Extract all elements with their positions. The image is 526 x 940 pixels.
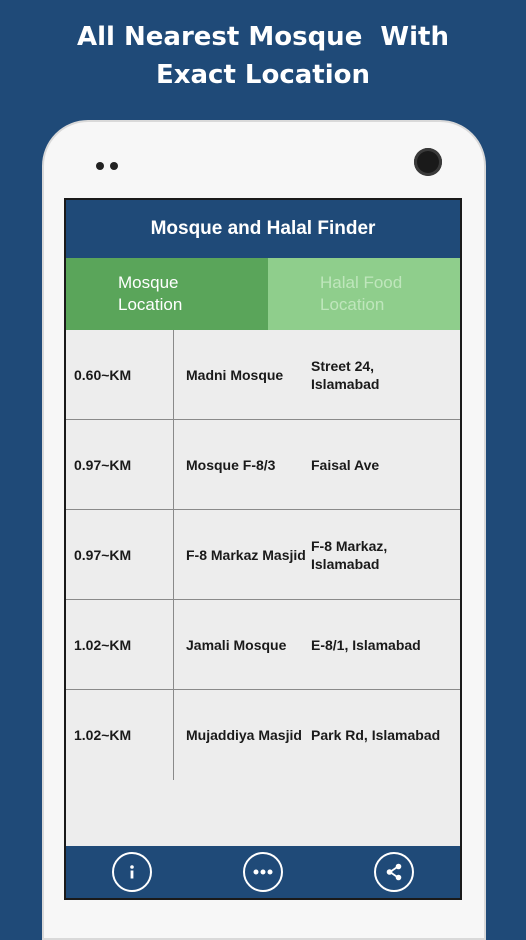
speaker-dot: [96, 162, 104, 170]
mosque-name-cell: Mosque F-8/3: [186, 456, 276, 473]
promo-title: All Nearest Mosque With Exact Location: [77, 22, 449, 90]
mosque-name-cell: Jamali Mosque: [186, 636, 287, 653]
table-row[interactable]: [66, 420, 460, 510]
address-cell: F-8 Markaz, Islamabad: [311, 537, 388, 572]
phone-camera: [414, 148, 442, 176]
share-icon: [384, 862, 404, 882]
table-row[interactable]: [66, 690, 460, 780]
more-icon: [252, 867, 274, 877]
info-icon: [122, 862, 142, 882]
table-row[interactable]: [66, 330, 460, 420]
mosque-name-cell: Mujaddiya Masjid: [186, 727, 302, 743]
tab-bar: [66, 258, 460, 330]
tab-halal-food-location[interactable]: [268, 258, 460, 330]
share-button[interactable]: [374, 852, 414, 892]
address-cell: E-8/1, Islamabad: [311, 636, 421, 653]
app-title: Mosque and Halal Finder: [150, 218, 376, 239]
more-button[interactable]: [243, 852, 283, 892]
distance-cell: 1.02~KM: [66, 600, 174, 689]
address-cell: Park Rd, Islamabad: [311, 727, 441, 743]
distance-cell: 0.97~KM: [66, 420, 174, 509]
address-cell: Faisal Ave: [311, 456, 380, 473]
table-row[interactable]: [66, 600, 460, 690]
mosque-name-cell: Madni Mosque: [186, 366, 284, 383]
mosque-name-cell: F-8 Markaz Masjid: [186, 546, 306, 563]
tab-label: Halal Food Location: [320, 273, 403, 314]
distance-cell: 0.97~KM: [66, 510, 174, 599]
table-row[interactable]: [66, 510, 460, 600]
distance-cell: 1.02~KM: [66, 690, 174, 780]
tab-label: Mosque Location: [118, 273, 183, 314]
speaker-dot: [110, 162, 118, 170]
distance-cell: 0.60~KM: [66, 330, 174, 419]
app-title-bar: [66, 200, 460, 258]
mosque-table: [66, 330, 460, 780]
app-screen: [64, 198, 462, 900]
tab-mosque-location[interactable]: [66, 258, 268, 330]
bottom-nav-bar: [66, 846, 460, 898]
info-button[interactable]: [112, 852, 152, 892]
address-cell: Street 24, Islamabad: [311, 357, 380, 392]
phone-speaker: [96, 162, 118, 170]
